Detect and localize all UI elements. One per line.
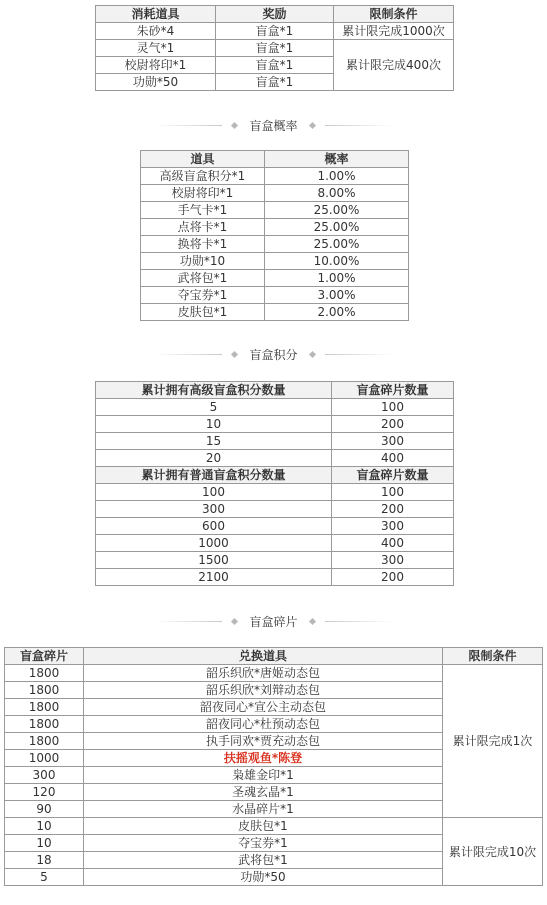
exchange-item-cell: 皮肤包*1 <box>84 818 443 835</box>
divider-line <box>154 621 222 622</box>
table-row <box>141 168 409 185</box>
rate-cell: 1.00% <box>265 168 409 185</box>
table-row <box>5 818 543 835</box>
column-header: 奖励 <box>216 6 334 23</box>
reward-cell: 盲盒*1 <box>216 74 334 91</box>
item-cell: 校尉将印*1 <box>141 185 265 202</box>
table-row <box>141 202 409 219</box>
table-row <box>141 236 409 253</box>
count-cell: 1000 <box>96 535 332 552</box>
table-header-row <box>141 151 409 168</box>
table-row <box>96 484 454 501</box>
column-header: 限制条件 <box>443 648 543 665</box>
shards-cell: 100 <box>332 399 454 416</box>
cost-cell: 120 <box>5 784 84 801</box>
table-row <box>96 535 454 552</box>
cost-cell: 1800 <box>5 699 84 716</box>
rate-cell: 8.00% <box>265 185 409 202</box>
divider-line <box>325 354 393 355</box>
reward-cell: 盲盒*1 <box>216 40 334 57</box>
table-row <box>96 569 454 586</box>
table-header-row <box>96 6 454 23</box>
table-row <box>96 552 454 569</box>
divider-line <box>325 621 393 622</box>
count-cell: 1500 <box>96 552 332 569</box>
rate-cell: 25.00% <box>265 219 409 236</box>
divider-line <box>325 125 393 126</box>
rate-cell: 2.00% <box>265 304 409 321</box>
table-row <box>96 399 454 416</box>
rate-cell: 25.00% <box>265 236 409 253</box>
item-cell: 朱砂*4 <box>96 23 216 40</box>
diamond-icon <box>308 121 315 128</box>
column-header: 道具 <box>141 151 265 168</box>
section-title: 盲盒碎片 <box>249 614 298 629</box>
item-cell: 武将包*1 <box>141 270 265 287</box>
exchange-item-cell: 韶乐织欣*刘辩动态包 <box>84 682 443 699</box>
shards-cell: 400 <box>332 450 454 467</box>
cost-cell: 300 <box>5 767 84 784</box>
count-cell: 15 <box>96 433 332 450</box>
exchange-item-cell-highlight: 扶摇观鱼*陈登 <box>84 750 443 767</box>
shards-cell: 100 <box>332 484 454 501</box>
item-cell: 校尉将印*1 <box>96 57 216 74</box>
table-row <box>141 270 409 287</box>
exchange-item-cell: 韶乐织欣*唐姬动态包 <box>84 665 443 682</box>
column-header: 盲盒碎片数量 <box>332 382 454 399</box>
diamond-icon <box>231 617 238 624</box>
count-cell: 600 <box>96 518 332 535</box>
points-table <box>95 381 454 586</box>
section-divider <box>0 345 547 363</box>
table-row <box>96 433 454 450</box>
item-cell: 点将卡*1 <box>141 219 265 236</box>
count-cell: 100 <box>96 484 332 501</box>
table-row <box>141 287 409 304</box>
section-divider <box>0 116 547 134</box>
item-cell: 高级盲盒积分*1 <box>141 168 265 185</box>
table-row <box>96 518 454 535</box>
item-cell: 手气卡*1 <box>141 202 265 219</box>
cost-cell: 90 <box>5 801 84 818</box>
count-cell: 2100 <box>96 569 332 586</box>
shards-cell: 200 <box>332 416 454 433</box>
cost-cell: 1800 <box>5 733 84 750</box>
table-header-row <box>96 382 454 399</box>
limit-cell: 累计限完成1次 <box>443 665 543 818</box>
diamond-icon <box>231 350 238 357</box>
rate-cell: 10.00% <box>265 253 409 270</box>
item-cell: 夺宝券*1 <box>141 287 265 304</box>
cost-cell: 1000 <box>5 750 84 767</box>
probability-table <box>140 150 409 321</box>
column-header: 累计拥有普通盲盒积分数量 <box>96 467 332 484</box>
cost-cell: 10 <box>5 818 84 835</box>
cost-cell: 10 <box>5 835 84 852</box>
column-header: 盲盒碎片数量 <box>332 467 454 484</box>
limit-cell: 累计限完成10次 <box>443 818 543 886</box>
table-row <box>141 185 409 202</box>
exchange-item-cell: 韶夜同心*杜预动态包 <box>84 716 443 733</box>
exchange-item-cell: 执手同欢*贾充动态包 <box>84 733 443 750</box>
exchange-item-cell: 水晶碎片*1 <box>84 801 443 818</box>
diamond-icon <box>308 350 315 357</box>
item-cell: 皮肤包*1 <box>141 304 265 321</box>
shards-cell: 300 <box>332 433 454 450</box>
diamond-icon <box>231 121 238 128</box>
section-divider <box>0 612 547 630</box>
shards-cell: 200 <box>332 569 454 586</box>
table-row <box>96 501 454 518</box>
column-header: 消耗道具 <box>96 6 216 23</box>
column-header: 概率 <box>265 151 409 168</box>
limit-cell: 累计限完成400次 <box>334 40 454 91</box>
diamond-icon <box>308 617 315 624</box>
shards-cell: 400 <box>332 535 454 552</box>
column-header: 累计拥有高级盲盒积分数量 <box>96 382 332 399</box>
item-cell: 功勋*10 <box>141 253 265 270</box>
shards-cell: 200 <box>332 501 454 518</box>
rate-cell: 25.00% <box>265 202 409 219</box>
limit-cell: 累计限完成1000次 <box>334 23 454 40</box>
exchange-item-cell: 夺宝券*1 <box>84 835 443 852</box>
table-row <box>96 416 454 433</box>
table-row <box>96 450 454 467</box>
shard-exchange-table <box>4 647 543 886</box>
rate-cell: 1.00% <box>265 270 409 287</box>
table-row <box>96 40 454 57</box>
count-cell: 300 <box>96 501 332 518</box>
cost-cell: 5 <box>5 869 84 886</box>
table-row <box>141 219 409 236</box>
cost-cell: 18 <box>5 852 84 869</box>
table-row <box>5 665 543 682</box>
cost-cell: 1800 <box>5 665 84 682</box>
exchange-item-cell: 枭雄金印*1 <box>84 767 443 784</box>
item-cell: 灵气*1 <box>96 40 216 57</box>
count-cell: 10 <box>96 416 332 433</box>
shards-cell: 300 <box>332 552 454 569</box>
section-title: 盲盒积分 <box>249 347 298 362</box>
rate-cell: 3.00% <box>265 287 409 304</box>
count-cell: 20 <box>96 450 332 467</box>
column-header: 兑换道具 <box>84 648 443 665</box>
table-row <box>141 253 409 270</box>
table-header-row <box>5 648 543 665</box>
divider-line <box>154 354 222 355</box>
reward-cell: 盲盒*1 <box>216 23 334 40</box>
section-title: 盲盒概率 <box>249 118 298 133</box>
table-header-row <box>96 467 454 484</box>
divider-line <box>154 125 222 126</box>
column-header: 限制条件 <box>334 6 454 23</box>
reward-cell: 盲盒*1 <box>216 57 334 74</box>
consume-reward-table <box>95 5 454 91</box>
exchange-item-cell: 功勋*50 <box>84 869 443 886</box>
table-row <box>96 23 454 40</box>
cost-cell: 1800 <box>5 716 84 733</box>
item-cell: 换将卡*1 <box>141 236 265 253</box>
item-cell: 功勋*50 <box>96 74 216 91</box>
exchange-item-cell: 韶夜同心*宣公主动态包 <box>84 699 443 716</box>
shards-cell: 300 <box>332 518 454 535</box>
count-cell: 5 <box>96 399 332 416</box>
column-header: 盲盒碎片 <box>5 648 84 665</box>
cost-cell: 1800 <box>5 682 84 699</box>
exchange-item-cell: 武将包*1 <box>84 852 443 869</box>
exchange-item-cell: 圣魂玄晶*1 <box>84 784 443 801</box>
table-row <box>141 304 409 321</box>
